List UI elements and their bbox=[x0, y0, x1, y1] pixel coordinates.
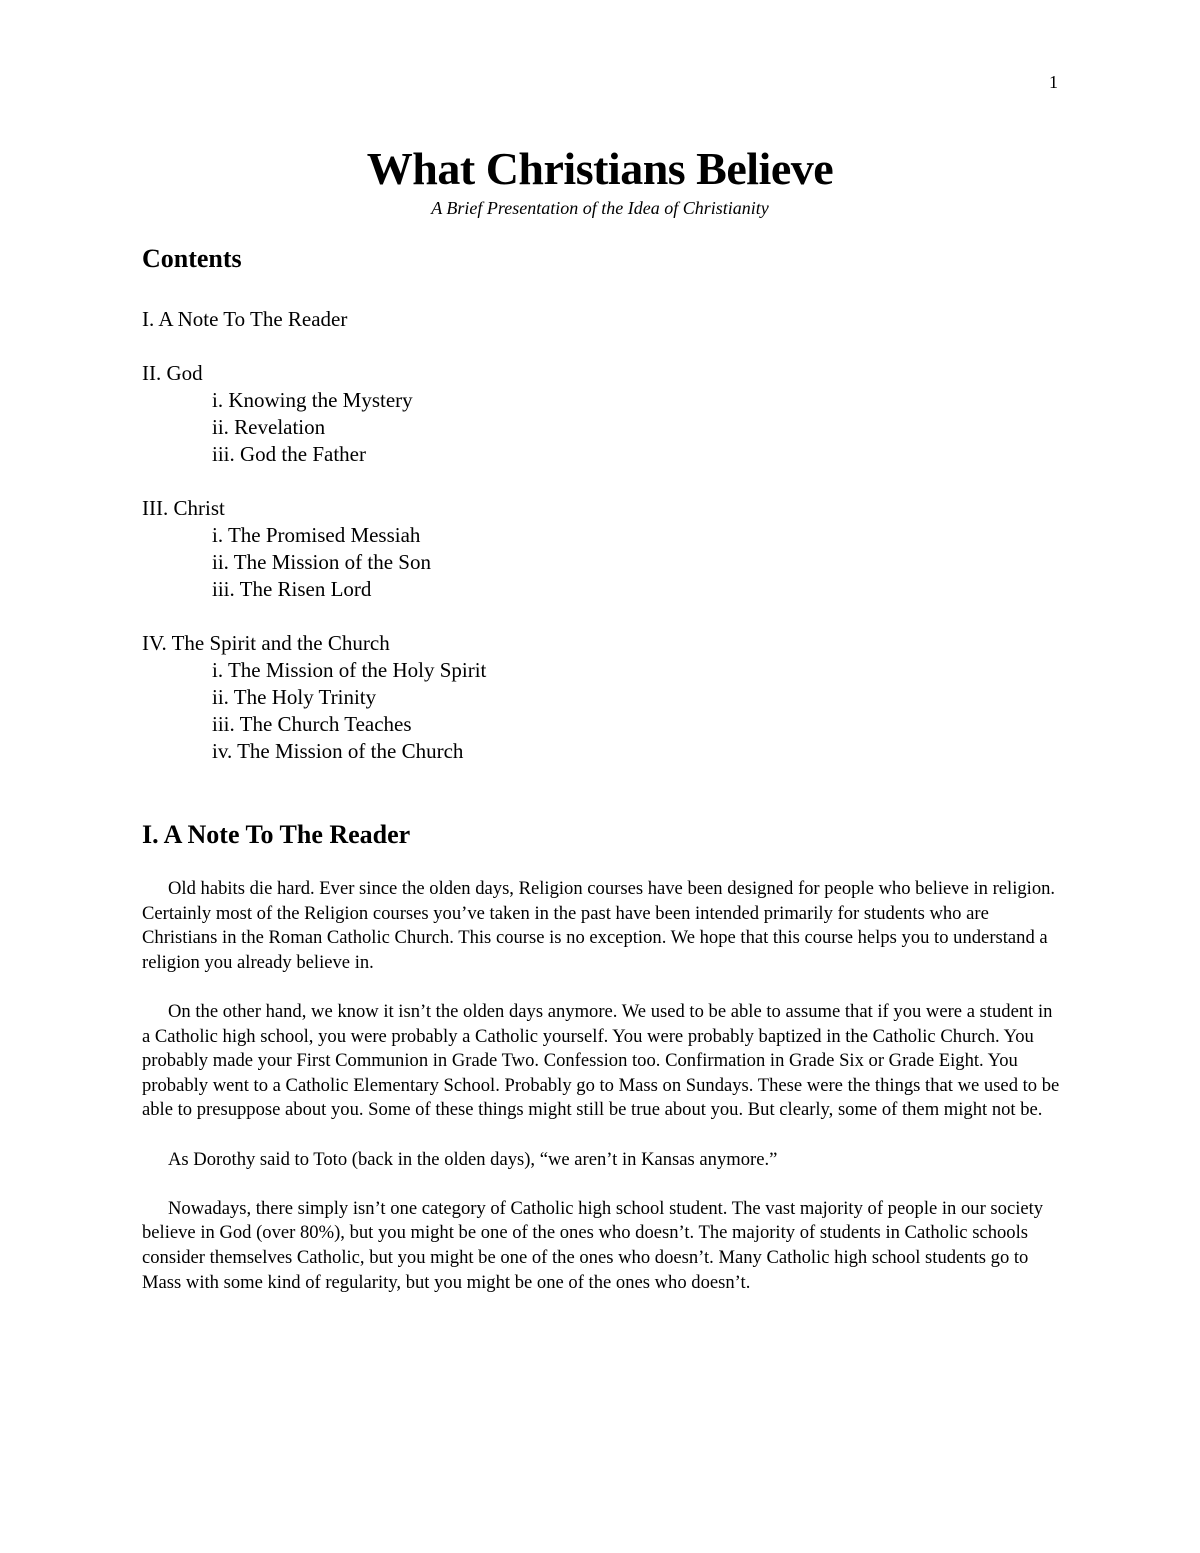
paragraph: Old habits die hard. Ever since the olden days, Religion courses have been designed for people who believe in religion. Certainly most of the Religion courses you’ve taken in the past have been intended primarily for students who are Christians in the Roman Catholic Church. This course is no exception. We hope that this course helps you to understand a religion you already believe in. bbox=[142, 878, 1056, 973]
paragraph: On the other hand, we know it isn’t the olden days anymore. We used to be able to assume that if you were a student in a Catholic high school, you were probably a Catholic yourself. You were probably baptized in the Catholic Church. You probably made your First Communion in Grade Two. Confession too. Confirmation in Grade Six or Grade Eight. You probably went to a Catholic Elementary School. Probably go to Mass on Sundays. These were the things that we used to be able to presuppose about you. Some of these things might still be true about you. But clearly, some of them might not be. bbox=[142, 1000, 1060, 1121]
toc-subitem: ii. Revelation bbox=[212, 415, 326, 439]
document-title: What Christians Believe bbox=[366, 143, 834, 194]
toc-item: I. A Note To The Reader bbox=[142, 307, 348, 331]
toc-subitem: i. The Promised Messiah bbox=[212, 523, 421, 547]
table-of-contents bbox=[142, 306, 486, 792]
paragraph: As Dorothy said to Toto (back in the olden days), “we aren’t in Kansas anymore.” bbox=[168, 1148, 778, 1170]
toc-subitem: iii. God the Father bbox=[212, 442, 366, 466]
paragraph: Nowadays, there simply isn’t one category of Catholic high school student. The vast majority of people in our society believe in God (over 80%), but you might be one of the ones who doesn’t. The majority of students in Catholic schools consider themselves Catholic, but you might be one of the ones who doesn’t. Many Catholic high school students go to Mass with some kind of regularity, but you might be one of the ones who doesn’t. bbox=[142, 1197, 1044, 1293]
section-body bbox=[142, 877, 1062, 1320]
toc-item: III. Christ bbox=[142, 496, 225, 520]
document-subtitle: A Brief Presentation of the Idea of Christianity bbox=[431, 198, 769, 218]
toc-section-spirit bbox=[142, 630, 486, 765]
section-heading: I. A Note To The Reader bbox=[142, 820, 411, 849]
page-number: 1 bbox=[1049, 72, 1058, 92]
toc-subitem: iv. The Mission of the Church bbox=[212, 739, 464, 763]
contents-heading: Contents bbox=[142, 244, 242, 273]
toc-subitem: iii. The Church Teaches bbox=[212, 712, 412, 736]
toc-item: II. God bbox=[142, 361, 203, 385]
toc-section-note bbox=[142, 306, 486, 333]
toc-item: IV. The Spirit and the Church bbox=[142, 631, 390, 655]
toc-subitem: ii. The Mission of the Son bbox=[212, 550, 431, 574]
toc-subitem: i. The Mission of the Holy Spirit bbox=[212, 658, 487, 682]
toc-subitem: iii. The Risen Lord bbox=[212, 577, 372, 601]
toc-subitem: i. Knowing the Mystery bbox=[212, 388, 413, 412]
toc-section-christ bbox=[142, 495, 486, 603]
toc-subitem: ii. The Holy Trinity bbox=[212, 685, 377, 709]
toc-section-god bbox=[142, 360, 486, 468]
